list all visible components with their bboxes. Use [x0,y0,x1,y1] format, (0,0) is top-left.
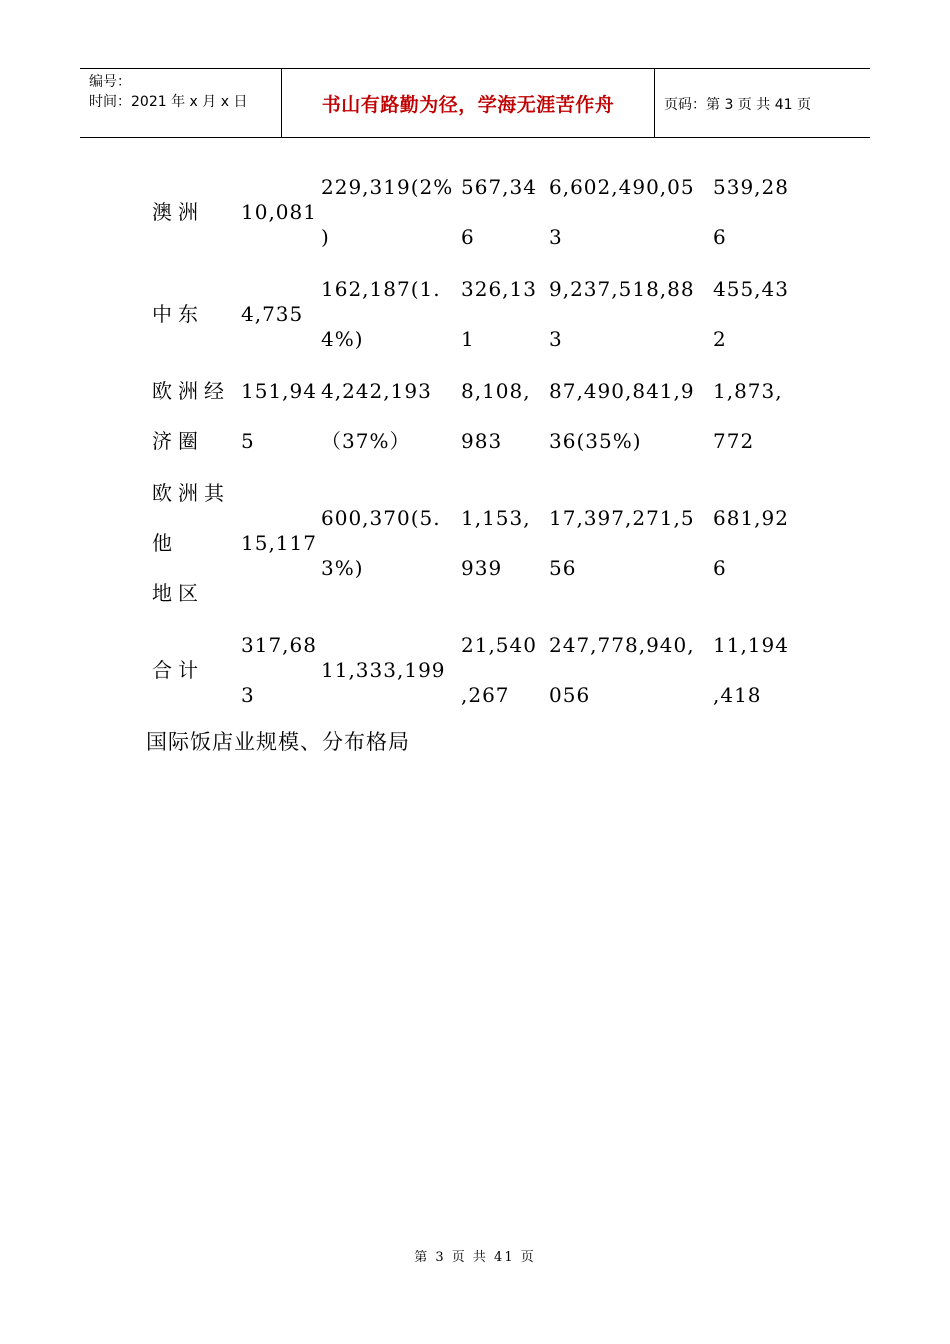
page-info: 页码：第 3 页 共 41 页 [664,97,811,113]
table-cell: 4,242,193 [321,379,432,403]
table-cell: （37%） [321,429,411,453]
table-cell: 3 [241,683,255,707]
header-motto: 书山有路勤为径，学海无涯苦作舟 [321,94,615,116]
section-heading: 国际饭店业规模、分布格局 [146,730,410,754]
table-cell: ,267 [461,683,510,707]
table-cell: 6 [713,225,727,249]
region-label: 欧洲经 [152,379,230,403]
table-cell: 10,081 [241,200,317,224]
table-cell: 151,94 [241,379,317,403]
time-label: 时间：2021 年 x 月 x 日 [89,94,248,110]
page-header [80,68,870,138]
table-cell: 6 [713,556,727,580]
table-cell: 247,778,940, [549,633,695,657]
table-cell: 4,735 [241,302,304,326]
table-cell: 229,319(2% [321,175,454,199]
page-footer: 第 3 页 共 41 页 [414,1250,536,1265]
table-cell: 3 [549,225,563,249]
region-label: 地区 [152,581,204,605]
table-cell: ,418 [713,683,762,707]
table-cell: 3 [549,327,563,351]
table-cell: 600,370(5. [321,506,441,530]
table-cell: 11,194 [713,633,789,657]
table-cell: 681,92 [713,506,789,530]
region-label: 他 [152,531,178,555]
table-cell: 056 [549,683,591,707]
table-cell: 36(35%) [549,429,642,453]
table-cell: 4%) [321,327,364,351]
table-cell: 6,602,490,05 [549,175,695,199]
region-label: 中东 [152,302,204,326]
number-label: 编号： [89,74,131,90]
table-cell: 2 [713,327,727,351]
table-cell: 162,187(1. [321,277,441,301]
table-cell: 6 [461,225,475,249]
region-label: 欧洲其 [152,481,230,505]
table-cell: 317,68 [241,633,317,657]
table-cell: 1,873, [713,379,783,403]
region-label: 合计 [152,658,204,682]
table-cell: 539,28 [713,175,789,199]
table-cell: 983 [461,429,503,453]
table-cell: 9,237,518,88 [549,277,695,301]
table-cell: 87,490,841,9 [549,379,695,403]
table-cell: ) [321,225,330,249]
header-divider [654,69,655,137]
table-cell: 772 [713,429,755,453]
table-cell: 21,540 [461,633,537,657]
table-cell: 11,333,199 [321,658,446,682]
table-cell: 17,397,271,5 [549,506,695,530]
table-cell: 567,34 [461,175,537,199]
table-cell: 56 [549,556,577,580]
table-cell: 326,13 [461,277,537,301]
table-cell: 3%) [321,556,364,580]
table-cell: 5 [241,429,255,453]
header-meta [89,72,247,112]
table-cell: 1 [461,327,475,351]
table-cell: 455,43 [713,277,789,301]
table-cell: 15,117 [241,531,317,555]
region-label: 济圈 [152,429,204,453]
table-cell: 939 [461,556,503,580]
region-label: 澳洲 [152,200,204,224]
table-cell: 8,108, [461,379,531,403]
table-cell: 1,153, [461,506,531,530]
